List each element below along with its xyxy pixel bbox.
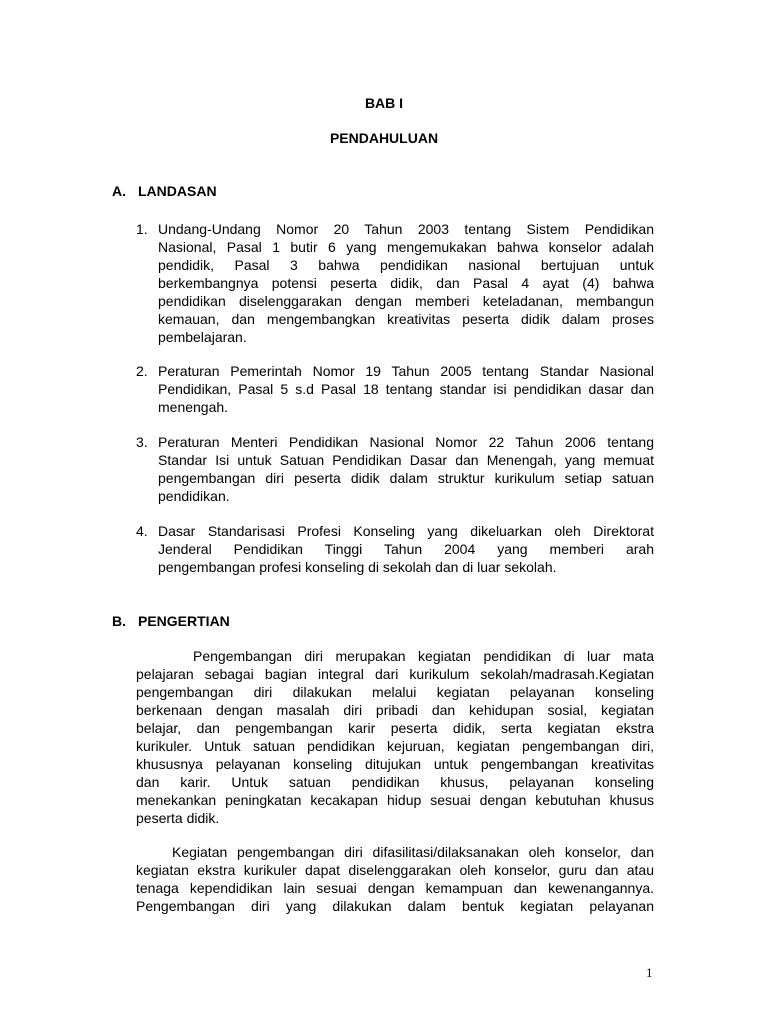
page-number: 1: [646, 965, 653, 980]
list-item: Peraturan Menteri Pendidikan Nasional Nomor 22 Tahun 2006 tentang Standar Isi untuk Satuan Pendidikan Dasar dan Menengah, yang memuat pengembangan diri peserta didik dalam struktur kurikulum setiap satuan pendidikan.: [158, 434, 654, 504]
list-item-number: 4.: [136, 523, 148, 539]
chapter-heading: BAB I: [364, 95, 404, 111]
chapter-title: PENDAHULUAN: [329, 130, 439, 146]
list-item-number: 1.: [136, 221, 148, 237]
section-letter: B.: [112, 613, 126, 629]
section-title: PENGERTIAN: [138, 613, 230, 629]
list-item-number: 2.: [136, 363, 148, 379]
paragraph: Kegiatan pengembangan diri difasilitasi/dilaksanakan oleh konselor, dan kegiatan ekstra kurikuler dapat diselenggarakan oleh konselor, guru dan atau tenaga kependidikan lain sesuai dengan kemampuan dan kewenangannya. Pengembangan diri yang dilakukan dalam bentuk kegiatan pelayanan: [136, 844, 654, 914]
section-letter: A.: [112, 183, 126, 199]
list-item: Undang-Undang Nomor 20 Tahun 2003 tentang Sistem Pendidikan Nasional, Pasal 1 butir 6 yang mengemukakan bahwa konselor adalah pendidik, Pasal 3 bahwa pendidikan nasional bertujuan untuk berkembangnya potensi peserta didik, dan Pasal 4 ayat (4) bahwa pendidikan diselenggarakan dengan memberi keteladanan, membangun kemauan, dan mengembangkan kreativitas peserta didik dalam proses pembelajaran.: [158, 221, 654, 345]
paragraph: Pengembangan diri merupakan kegiatan pendidikan di luar mata pelajaran sebagai bagian integral dari kurikulum sekolah/madrasah.Kegiatan pengembangan diri dilakukan melalui kegiatan pelayanan konseling berkenaan dengan masalah diri pribadi dan kehidupan sosial, kegiatan belajar, dan pengembangan karir peserta didik, serta kegiatan ekstra kurikuler. Untuk satuan pendidikan kejuruan, kegiatan pengembangan diri, khususnya pelayanan konseling ditujukan untuk pengembangan kreativitas dan karir. Untuk satuan pendidikan khusus, pelayanan konseling menekankan peningkatan kecakapan hidup sesuai dengan kebutuhan khusus peserta didik.: [136, 648, 654, 826]
list-item-number: 3.: [136, 434, 148, 450]
section-title: LANDASAN: [138, 183, 217, 199]
list-item: Peraturan Pemerintah Nomor 19 Tahun 2005 tentang Standar Nasional Pendidikan, Pasal 5 s.d Pasal 18 tentang standar isi pendidikan dasar dan menengah.: [158, 363, 654, 415]
section-a-heading: [112, 182, 217, 200]
section-b-heading: [112, 612, 230, 630]
list-item: Dasar Standarisasi Profesi Konseling yang dikeluarkan oleh Direktorat Jenderal Pendidikan Tinggi Tahun 2004 yang memberi arah pengembangan profesi konseling di sekolah dan di luar sekolah.: [158, 523, 654, 575]
